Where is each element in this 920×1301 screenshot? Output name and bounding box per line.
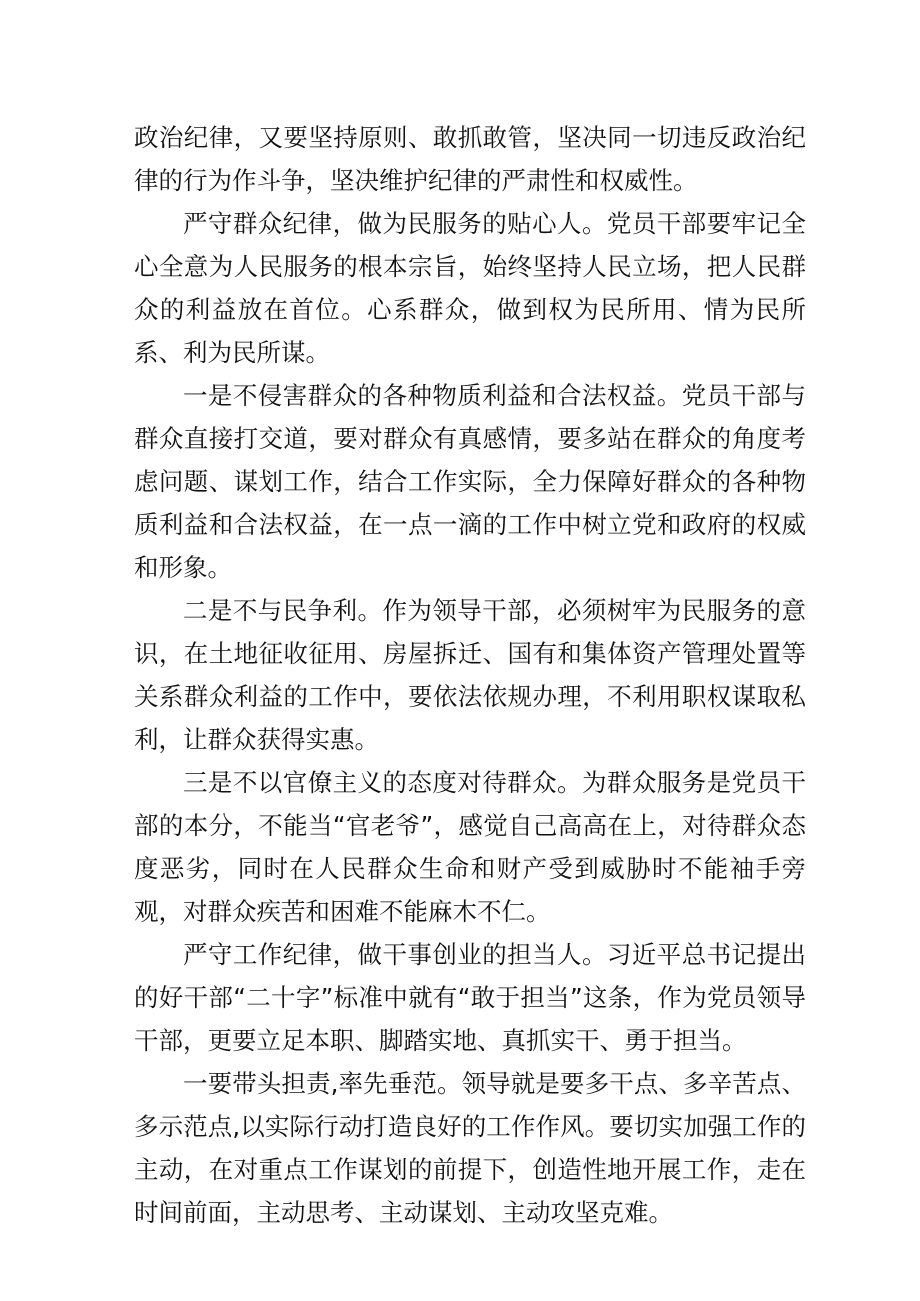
document-body	[134, 116, 806, 1234]
paragraph-point-three: 三是不以官僚主义的态度对待群众。为群众服务是党员干部的本分，不能当“官老爷”，感觉自己高高在上，对待群众态度恶劣，同时在人民群众生命和财产受到威胁时不能袖手旁观，对群众疾苦和困难不能麻木不仁。	[134, 768, 806, 926]
paragraph-point-two: 二是不与民争利。作为领导干部，必须树牢为民服务的意识，在土地征收征用、房屋拆迁、国有和集体资产管理处置等关系群众利益的工作中，要依法依规办理，不利用职权谋取私利，让群众获得实惠。	[134, 596, 806, 754]
paragraph-point-one: 一是不侵害群众的各种物质利益和合法权益。党员干部与群众直接打交道，要对群众有真感情，要多站在群众的角度考虑问题、谋划工作，结合工作实际，全力保障好群众的各种物质利益和合法权益，在一点一滴的工作中树立党和政府的权威和形象。	[134, 381, 806, 582]
paragraph-mass-discipline: 严守群众纪律，做为民服务的贴心人。党员干部要牢记全心全意为人民服务的根本宗旨，始终坚持人民立场，把人民群众的利益放在首位。心系群众，做到权为民所用、情为民所系、利为民所谋。	[134, 209, 806, 367]
paragraph-lead-by-example: 一要带头担责,率先垂范。领导就是要多干点、多辛苦点、多示范点,以实际行动打造良好的工作作风。要切实加强工作的主动，在对重点工作谋划的前提下，创造性地开展工作，走在时间前面，主动思考、主动谋划、主动攻坚克难。	[134, 1069, 806, 1227]
paragraph-continuation: 政治纪律，又要坚持原则、敢抓敢管，坚决同一切违反政治纪律的行为作斗争，坚决维护纪律的严肃性和权威性。	[134, 123, 806, 195]
paragraph-work-discipline: 严守工作纪律，做干事创业的担当人。习近平总书记提出的好干部“二十字”标准中就有“敢于担当”这条，作为党员领导干部，更要立足本职、脚踏实地、真抓实干、勇于担当。	[134, 940, 806, 1055]
